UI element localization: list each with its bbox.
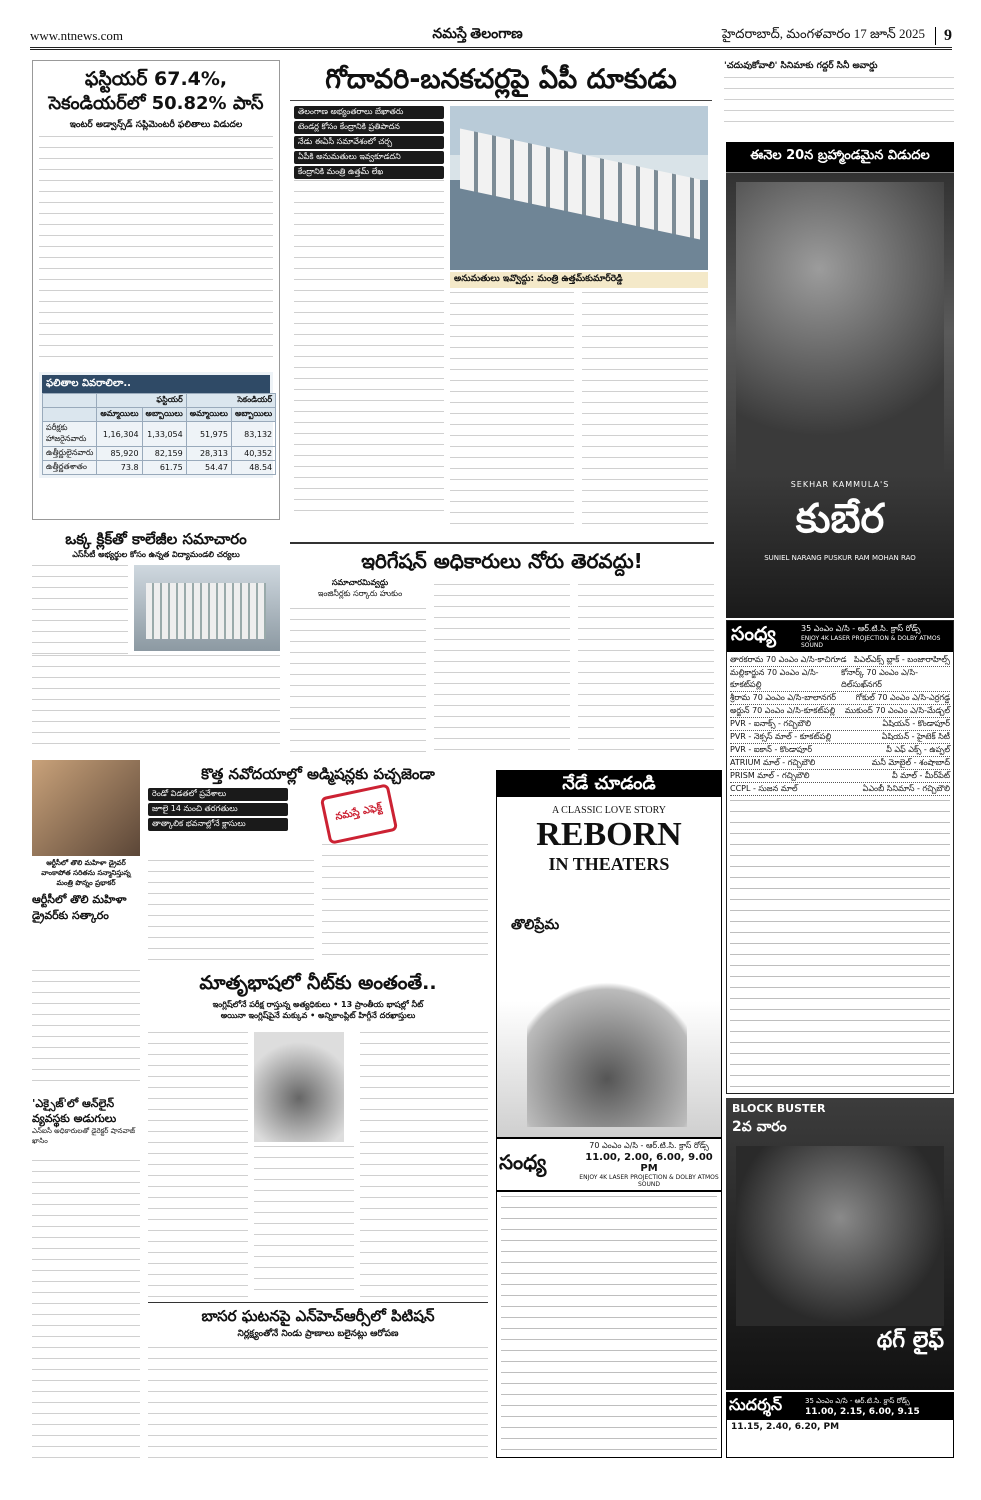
story-title-line1: 'ఎక్సైజ్'లో ఆన్‌లైన్	[32, 1097, 115, 1110]
story-subtitle: ఇంజినీర్లకు సర్కారు హుకుం	[317, 589, 403, 598]
ad-title: థగ్ లైఫ్	[876, 1328, 944, 1353]
story-title-line1: ఫస్టియర్ 67.4%,	[84, 68, 228, 90]
cinema-name: సంధ్య	[499, 1150, 547, 1174]
story-gaddar-award	[724, 60, 954, 140]
story-title: ఇరిగేషన్ అధికారులు నోరు తెరవద్దు!	[361, 549, 643, 573]
list-item: మల్లికార్జున 70 ఎంఎం ఎ/సి-కూకట్‌పల్లి కోనార్క్ 70 ఎంఎం ఎ/సి-దిల్‌సుఖ్‌నగర్	[730, 667, 950, 692]
ad-release-banner: ఈనెల 20న బ్రహ్మాండమైన విడుదల	[726, 142, 954, 173]
table-header: అబ్బాయిలు	[231, 408, 275, 422]
ad-title-line2: IN THEATERS	[548, 854, 670, 874]
stethoscope-photo	[254, 1032, 344, 1142]
story-bullet: తాత్కాలిక భవనాల్లోనే క్లాసులు	[148, 818, 288, 831]
table-group: సెకండియర్	[186, 394, 275, 408]
cinema-note: ENJOY 4K LASER PROJECTION & DOLBY ATMOS SOUND	[579, 1174, 719, 1188]
table-header: అమ్మాయిలు	[97, 408, 142, 422]
story-college-info	[32, 528, 280, 750]
story-body-text	[148, 860, 314, 960]
story-title: ఆర్టీసీలో తొలి మహిళా డ్రైవర్‌కు సత్కారం	[32, 893, 127, 922]
table-header: అబ్బాయిలు	[142, 408, 186, 422]
story-body-text	[434, 584, 570, 758]
story-bullet: జూలై 14 నుంచి తరగతులు	[148, 803, 288, 816]
cinema-sub-times: 11.15, 2.40, 6.20, PM	[731, 1422, 840, 1432]
ad-top: BLOCK BUSTER	[732, 1102, 826, 1115]
list-item: ATRIUM మాల్ - గచ్చిబౌలి మనీ మోబైల్ - శంషాబాద్	[730, 757, 950, 770]
lead-story	[290, 60, 712, 540]
event-photo	[32, 760, 140, 856]
theatre-list	[501, 1196, 717, 1458]
story-basara	[148, 1302, 488, 1462]
ad-thuglife[interactable]	[726, 1098, 954, 1390]
lead-title: గోదావరి-బనకచర్లపై ఏపీ దూకుడు	[290, 60, 712, 101]
story-title-line2: వ్యవస్థకు అడుగులు	[32, 1112, 117, 1125]
story-title: బాసర ఘటనపై ఎన్‌హెచ్‌ఆర్సీలో పిటిషన్	[201, 1307, 435, 1325]
ad-telugu-title: తొలిప్రేమ	[511, 917, 560, 933]
story-body-text	[32, 970, 140, 1090]
ad-tagline: SEKHAR KAMMULA'S	[790, 480, 890, 489]
story-irrigation	[290, 542, 714, 766]
story-subtitle: ఎస్‌సీటీ అభ్యర్థుల కోసం ఉన్నత విద్యామండలి చర్యలు	[72, 550, 240, 559]
ad-banner: నేడే చూడండి	[497, 771, 721, 797]
lead-bullet: కేంద్రానికి మంత్రి ఉత్తమ్ లేఖ	[294, 166, 444, 179]
lead-bullet: నేడు ఈఏసీ సమావేశంలో చర్చ	[294, 136, 444, 149]
story-body-text	[148, 1032, 248, 1300]
cinema-times: 11.00, 2.00, 6.00, 9.00 PM	[585, 1152, 713, 1174]
ad-cinema-header	[727, 621, 953, 652]
story-subtitle: 13 ప్రాంతీయ భాషల్లో నీట్	[341, 1000, 424, 1009]
story-title: 'చదువుకోవాలి' సినిమాకు గద్దర్ సినీ అవార్డు	[724, 61, 878, 71]
table-group: ఫస్టియర్	[97, 394, 186, 408]
table-row: ఉత్తీర్ణతశాతం 73.8 61.75 54.47 48.54	[43, 461, 276, 475]
cinema-times: 11.00, 2.15, 6.00, 9.15	[805, 1406, 920, 1417]
story-navodaya	[148, 760, 488, 960]
list-item: CCPL - సుజన మాల్ ఏఎంబీ సినిమాస్ - గచ్చిబౌలి	[730, 783, 950, 796]
ad-poster-art	[736, 1146, 944, 1326]
results-table-title: ఫలితాల వివరాలిలా..	[42, 375, 270, 393]
ad-poster-art	[736, 182, 944, 472]
story-body-text	[724, 77, 954, 129]
story-body-text	[32, 1160, 140, 1460]
list-item: అర్జున్ 70 ఎంఎం ఎ/సి-కూకట్‌పల్లి ముకుంద్ 70 ఎంఎం ఎ/సి-మేడ్చల్	[730, 705, 950, 718]
table-row: ఉత్తీర్ణులైనవారు 85,920 82,159 28,313 40,352	[43, 447, 276, 461]
story-body-text	[290, 608, 426, 758]
story-subtitle: ఎన్‌ఐసీ అధికారులతో డైరెక్టర్ షానవాజ్ ఖాసిం	[32, 1127, 136, 1145]
lead-body-text	[450, 292, 574, 524]
photo-caption: ఆర్టీసీలో తొలి మహిళా డ్రైవర్ వాంకాపోత సరితను సన్మానిస్తున్న మంత్రి పొన్నం ప్రభాకర్	[41, 859, 131, 887]
results-table	[42, 393, 276, 475]
list-item: PVR - ఐకాన్ - కొండాపూర్ వీ ఎఫ్ ఎక్స్ - ఉప్పల్	[730, 744, 950, 757]
cinema-note: ENJOY 4K LASER PROJECTION & DOLBY ATMOS SOUND	[801, 635, 941, 649]
story-body-text	[148, 1347, 488, 1462]
site-url[interactable]: www.ntnews.com	[30, 27, 124, 43]
story-bullet: రెండో విడతలో ప్రవేశాలు	[148, 788, 288, 801]
story-body-text	[254, 1146, 354, 1300]
cinema-info: 35 ఎంఎం ఎ/సి - ఆర్.టి.సి. క్రాస్ రోడ్స్	[805, 1396, 910, 1405]
dam-photo	[450, 106, 708, 270]
lead-bullet: ఏపీకి అనుమతులు ఇవ్వకూడదని	[294, 151, 444, 164]
story-bullets	[148, 788, 288, 831]
story-woman-driver	[32, 760, 140, 966]
story-body-text	[32, 655, 280, 750]
lead-bullet: తెలంగాణ అభ్యంతరాలు బేఖాతరు	[294, 106, 444, 119]
namasthe-effect-stamp: నమస్తే ఎఫెక్ట్	[320, 783, 398, 845]
story-body-text	[39, 136, 273, 366]
ad-tag: A CLASSIC LOVE STORY	[551, 805, 666, 816]
theatre-list	[727, 652, 953, 798]
story-body-text	[360, 1032, 488, 1300]
story-title: కొత్త నవోదయాల్లో అడ్మిషన్లకు పచ్చజెండా	[201, 765, 435, 783]
story-subtitle: సమాచారమివ్వద్దు	[331, 578, 389, 587]
photo-caption: అనుమతులు ఇవ్వొద్దు: మంత్రి ఉత్తమ్‌కుమార్‌రెడ్డి	[450, 272, 708, 288]
cinema-name: సంధ్య	[731, 623, 776, 645]
ad-cinema-header	[497, 1137, 721, 1192]
list-item: శ్రీరామ 70 ఎంఎం ఎ/సి-బాలానగర్ గోకుల్ 70 ఎంఎం ఎ/సి-ఎర్రగడ్డ	[730, 692, 950, 705]
ad-sandhya-listing[interactable]	[726, 620, 954, 1094]
ad-sudarshan-listing[interactable]	[726, 1392, 954, 1458]
cinema-info: 70 ఎంఎం ఎ/సి - ఆర్.టి.సి. క్రాస్ రోడ్స్	[589, 1141, 709, 1150]
lead-bullets	[294, 106, 444, 181]
lead-body-text	[294, 180, 444, 520]
page-number: 9	[935, 27, 952, 45]
story-subtitle: అయినా ఇంగ్లిష్‌పైనే మక్కువ • అన్నికాంప్లిట్ హిగ్గీనే దరఖాస్తులు	[220, 1011, 416, 1020]
page-header	[30, 24, 952, 50]
ad-poster-art	[497, 797, 721, 1137]
list-item: తారకరామ 70 ఎంఎం ఎ/సి-కాచిగూడ పిఎల్‌ఎక్స్ బ్లాక్ - బంజారాహిల్స్	[730, 654, 950, 667]
ad-title: కుబేర	[795, 496, 885, 542]
cinema-name: సుదర్శన్	[729, 1395, 783, 1414]
results-table-box	[39, 372, 273, 478]
story-title: ఒక్క క్లిక్‌తో కాలేజీల సమాచారం	[65, 530, 247, 548]
story-subtitle: నిర్లక్ష్యంతోనే నిండు ప్రాణాలు బలైనట్లు ఆరోపణ	[237, 1329, 399, 1339]
ad-cast: SUNIEL NARANG PUSKUR RAM MOHAN RAO	[764, 554, 916, 562]
story-title-line2: సెకండియర్‌లో 50.82% పాస్	[48, 93, 264, 114]
story-title: మాతృభాషలో నీట్‌కు అంతంతే..	[199, 972, 437, 994]
story-excise	[32, 1096, 140, 1156]
issue-date: హైదరాబాద్, మంగళవారం 17 జూన్ 2025	[721, 26, 925, 41]
story-body-text	[322, 844, 488, 960]
table-row: పరీక్షకు హాజరైనవారు 1,16,304 1,33,054 51,975 83,132	[43, 422, 276, 447]
story-subtitle: ఇంగ్లిష్‌లోనే పరీక్ష రాస్తున్న అత్యధికులు	[212, 1000, 331, 1009]
story-inter-results	[32, 60, 280, 520]
story-neet: మాతృభాషలో నీట్‌కు అంతంతే.. ఇంగ్లిష్‌లోనే పరీక్ష రాస్తున్న అత్యధికులు • 13 ప్రాంతీయ భాషల్లో నీట్ అయినా ఇంగ్లిష్‌పైనే మక్కువ • అన్నికాంప్లిట్ హిగ్గీనే దరఖాస్తులు	[148, 966, 488, 1300]
story-body-text	[32, 565, 128, 655]
cinema-info: 35 ఎంఎం ఎ/సి - ఆర్.టి.సి. క్రాస్ రోడ్స్	[801, 624, 921, 633]
ad-tholiprema[interactable]	[496, 770, 722, 1458]
ad-title-line1: REBORN	[536, 816, 682, 853]
lead-body-text	[582, 292, 708, 524]
story-subtitle: ఇంటర్ అడ్వాన్స్‌డ్ సప్లిమెంటరీ ఫలితాలు విడుదల	[69, 120, 243, 130]
list-item: PVR - ఐనాక్స్ - గచ్చిబౌలి ఏషియన్ - కొండాపూర్	[730, 718, 950, 731]
college-photo	[134, 565, 280, 651]
theatre-list-more	[730, 800, 950, 1094]
lead-bullet: టెండర్ల కోసం కేంద్రానికి ప్రతిపాదన	[294, 121, 444, 134]
ad-kubera[interactable]	[726, 142, 954, 618]
table-header: అమ్మాయిలు	[186, 408, 231, 422]
list-item: PRISM మాల్ - గచ్చిబౌలి వీ మాల్ - మీర్‌పేట్	[730, 770, 950, 783]
story-body-text	[578, 584, 714, 758]
list-item: PVR - నెక్సస్ మాల్ - కూకట్‌పల్లి ఏషియన్ - హైటెక్ సిటీ	[730, 731, 950, 744]
masthead: నమస్తే తెలంగాణ	[432, 27, 523, 42]
ad-week: 2వ వారం	[732, 1119, 787, 1135]
